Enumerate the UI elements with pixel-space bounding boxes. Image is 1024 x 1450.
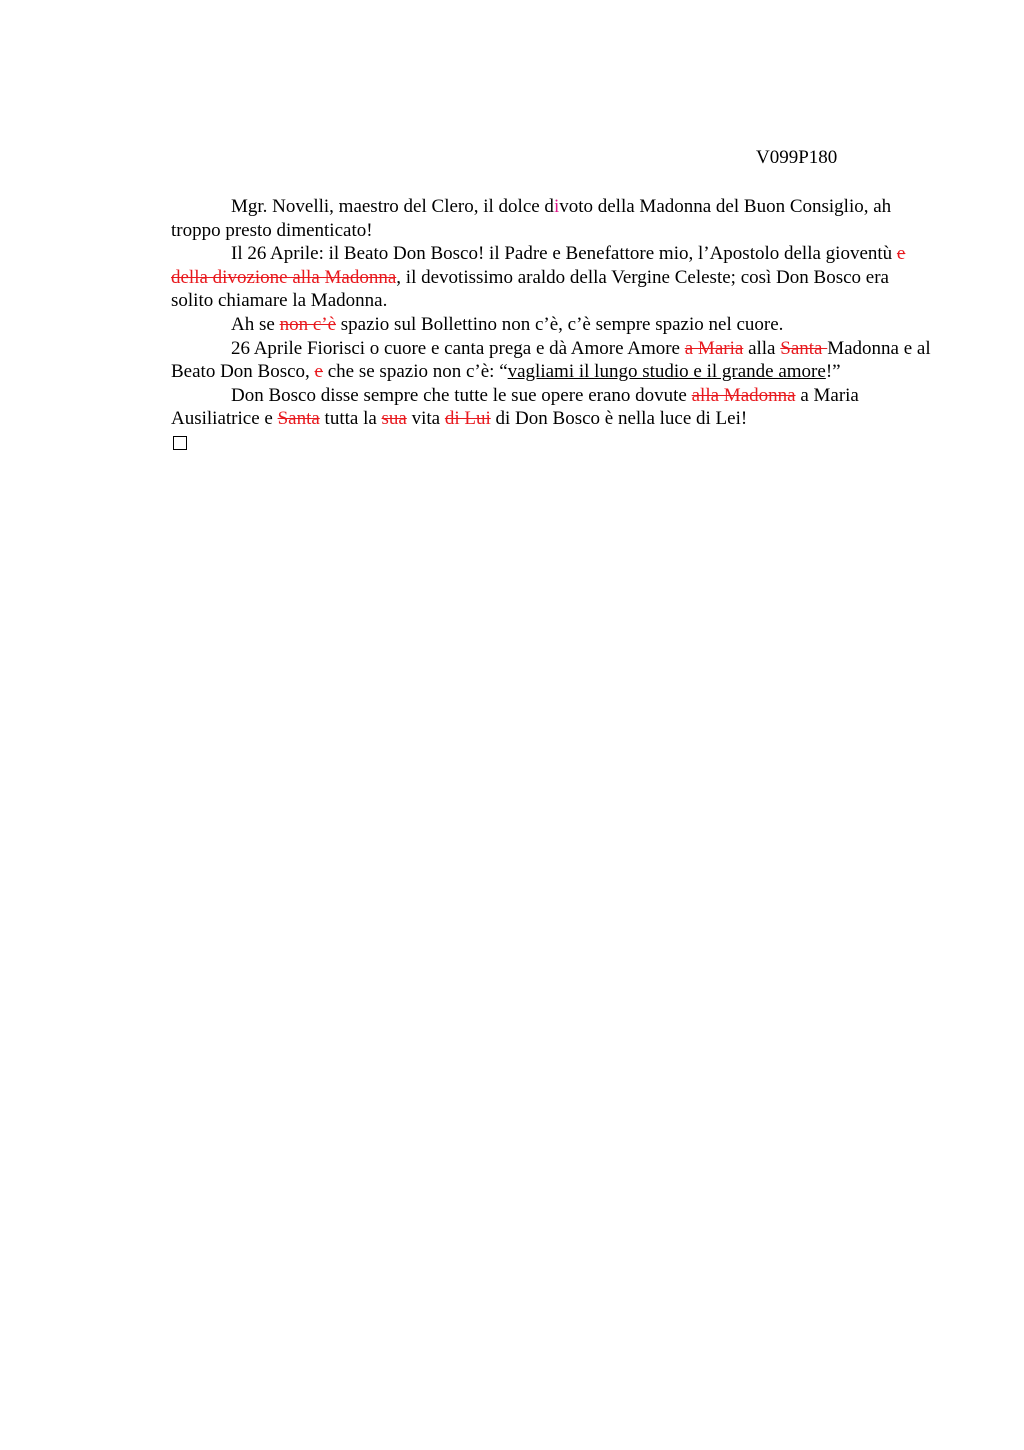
text-run: tutta la <box>319 408 382 430</box>
text-run: alla <box>743 337 781 359</box>
square-outline-icon <box>173 436 187 450</box>
text-run: Ah se <box>231 313 280 335</box>
document-body <box>171 195 931 457</box>
text-run: Don Bosco disse sempre che tutte le sue opere erano dovute <box>231 384 692 406</box>
text-run: voto della Madonna del Buon Consiglio, ah troppo presto dimenticato! <box>171 196 892 241</box>
deleted-text: e della divozione alla Madonna <box>171 243 906 288</box>
deleted-text: Santa <box>780 337 828 359</box>
text-run: vita <box>406 408 445 430</box>
deleted-text: Santa <box>277 408 320 430</box>
text-run: , il devotissimo araldo della Vergine Celeste; così Don Bosco era solito chiamare la Madonna. <box>171 266 889 312</box>
deleted-text: alla Madonna <box>691 384 796 406</box>
inserted-letter: i <box>553 196 560 217</box>
deleted-text: non c’è <box>279 313 337 335</box>
deleted-text: di Lui <box>444 408 491 430</box>
text-run: di Don Bosco è nella luce di Lei! <box>490 408 748 430</box>
paragraph-fiorisci <box>171 337 931 384</box>
paragraph-26-aprile <box>171 242 931 313</box>
end-mark-row <box>171 431 931 457</box>
text-run: Mgr. Novelli, maestro del Clero, il dolce d <box>231 196 554 217</box>
text-run: spazio sul Bollettino non c’è, c’è sempre spazio nel cuore. <box>336 313 784 335</box>
text-run: Il 26 Aprile: il Beato Don Bosco! il Padre e Benefattore mio, l’Apostolo della gioventù <box>231 243 897 265</box>
deleted-text: a Maria <box>684 337 744 359</box>
underlined-quote: vagliami il lungo studio e il grande amore <box>507 361 826 383</box>
deleted-text: e <box>314 361 323 383</box>
text-run: !” <box>825 361 841 383</box>
text-run: che se spazio non c’è: “ <box>322 361 508 383</box>
paragraph-spazio <box>171 313 931 337</box>
text-run: a Maria Ausiliatrice e <box>171 384 859 430</box>
text-run: 26 Aprile Fiorisci o cuore e canta prega e dà Amore Amore <box>231 337 685 359</box>
paragraph-novelli <box>171 195 931 242</box>
deleted-text: sua <box>381 408 407 430</box>
page-code: V099P180 <box>756 147 838 168</box>
paragraph-opere <box>171 384 931 431</box>
text-run: Madonna e al Beato Don Bosco, <box>171 337 931 383</box>
